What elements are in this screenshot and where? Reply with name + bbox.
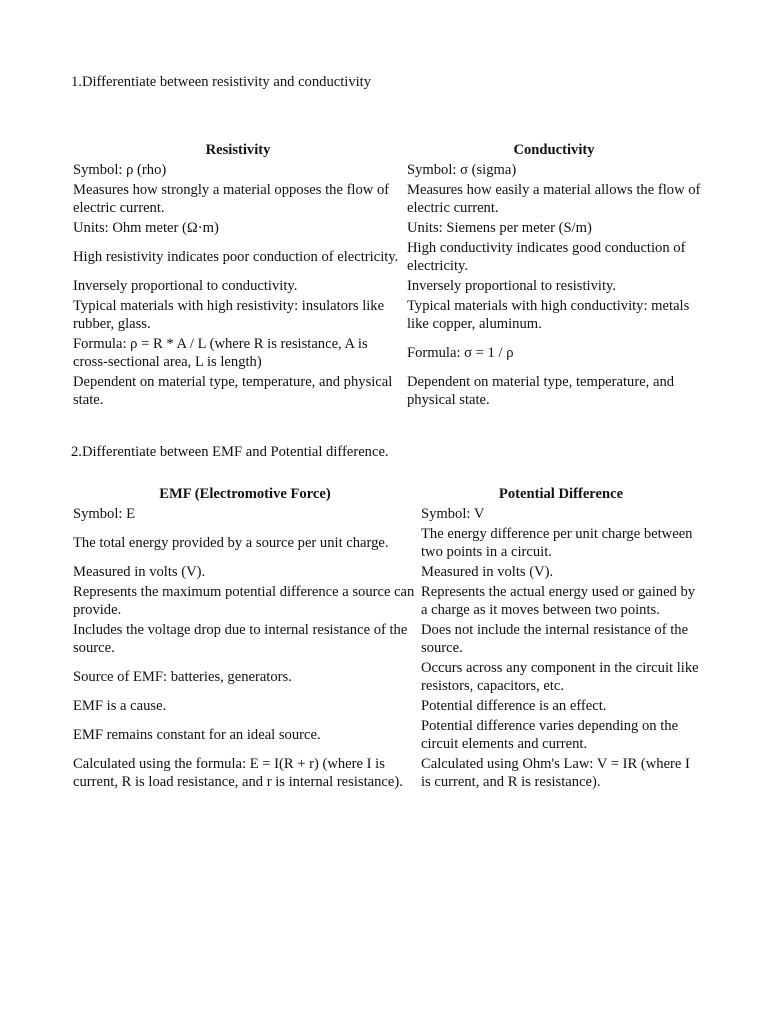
- table-cell: Typical materials with high conductivity: metals like copper, aluminum.: [407, 298, 690, 332]
- table-cell: Occurs across any component in the circuit like resistors, capacitors, etc.: [421, 660, 699, 694]
- table-cell: Includes the voltage drop due to internal resistance of the source.: [73, 622, 408, 656]
- table-row: [71, 276, 703, 296]
- table-cell: Units: Siemens per meter (S/m): [407, 220, 592, 236]
- table-cell: Formula: ρ = R * A / L (where R is resistance, A is cross-sectional area, L is length): [73, 336, 368, 370]
- table-row: [71, 696, 703, 716]
- table-row: [71, 372, 703, 410]
- table-cell: EMF remains constant for an ideal source.: [73, 727, 321, 743]
- table-row: [71, 524, 703, 562]
- table-cell: Symbol: V: [421, 506, 485, 522]
- table-cell: Dependent on material type, temperature, and physical state.: [73, 374, 393, 408]
- table-cell: Symbol: E: [73, 506, 136, 522]
- table-row: [71, 504, 703, 524]
- table-cell: Units: Ohm meter (Ω·m): [73, 220, 219, 236]
- table-cell: Calculated using Ohm's Law: V = IR (where I is current, and R is resistance).: [421, 756, 690, 790]
- table-row: [71, 334, 703, 372]
- table-row: [71, 658, 703, 696]
- table-cell: Measures how easily a material allows the flow of electric current.: [407, 182, 701, 216]
- table-cell: High resistivity indicates poor conduction of electricity.: [73, 249, 399, 265]
- table-cell: Measures how strongly a material opposes the flow of electric current.: [73, 182, 390, 216]
- table-cell: Dependent on material type, temperature, and physical state.: [407, 374, 675, 408]
- question-2: 2.Differentiate between EMF and Potential difference.: [71, 444, 389, 460]
- table-row: [71, 160, 703, 180]
- table-row: [71, 562, 703, 582]
- table-cell: Measured in volts (V).: [73, 564, 206, 580]
- table-row: [71, 582, 703, 620]
- table-cell: Calculated using the formula: E = I(R + r) (where I is current, R is load resistance, and r is internal resistance).: [73, 756, 403, 790]
- table-cell: Source of EMF: batteries, generators.: [73, 669, 292, 685]
- table-row: [71, 620, 703, 658]
- table-header-row: [71, 140, 703, 160]
- table-cell: Potential difference is an effect.: [421, 698, 607, 714]
- table-cell: Inversely proportional to resistivity.: [407, 278, 617, 294]
- table-cell: High conductivity indicates good conduction of electricity.: [407, 240, 686, 274]
- table-row: [71, 716, 703, 754]
- table-cell: The energy difference per unit charge between two points in a circuit.: [421, 526, 693, 560]
- table-row: [71, 218, 703, 238]
- header-resistivity: Resistivity: [205, 142, 271, 158]
- resistivity-conductivity-table: [71, 140, 703, 410]
- table-cell: Formula: σ = 1 / ρ: [407, 345, 514, 361]
- question-1: 1.Differentiate between resistivity and conductivity: [71, 74, 372, 90]
- table-row: [71, 238, 703, 276]
- table-row: [71, 180, 703, 218]
- table-header-row: [71, 484, 703, 504]
- header-potential-difference: Potential Difference: [498, 486, 624, 502]
- table-cell: Potential difference varies depending on the circuit elements and current.: [421, 718, 679, 752]
- table-cell: Inversely proportional to conductivity.: [73, 278, 298, 294]
- header-conductivity: Conductivity: [513, 142, 595, 158]
- table-cell: Measured in volts (V).: [421, 564, 554, 580]
- table-cell: Typical materials with high resistivity: insulators like rubber, glass.: [73, 298, 385, 332]
- header-emf: EMF (Electromotive Force): [159, 486, 331, 502]
- table-row: [71, 296, 703, 334]
- table-cell: The total energy provided by a source per unit charge.: [73, 535, 389, 551]
- emf-potential-difference-table: [71, 484, 703, 792]
- table-cell: Does not include the internal resistance of the source.: [421, 622, 689, 656]
- table-cell: Represents the actual energy used or gained by a charge as it moves between two points.: [421, 584, 696, 618]
- table-cell: Symbol: σ (sigma): [407, 162, 517, 178]
- table-row: [71, 754, 703, 792]
- table-cell: Represents the maximum potential difference a source can provide.: [73, 584, 415, 618]
- table-cell: Symbol: ρ (rho): [73, 162, 167, 178]
- table-cell: EMF is a cause.: [73, 698, 167, 714]
